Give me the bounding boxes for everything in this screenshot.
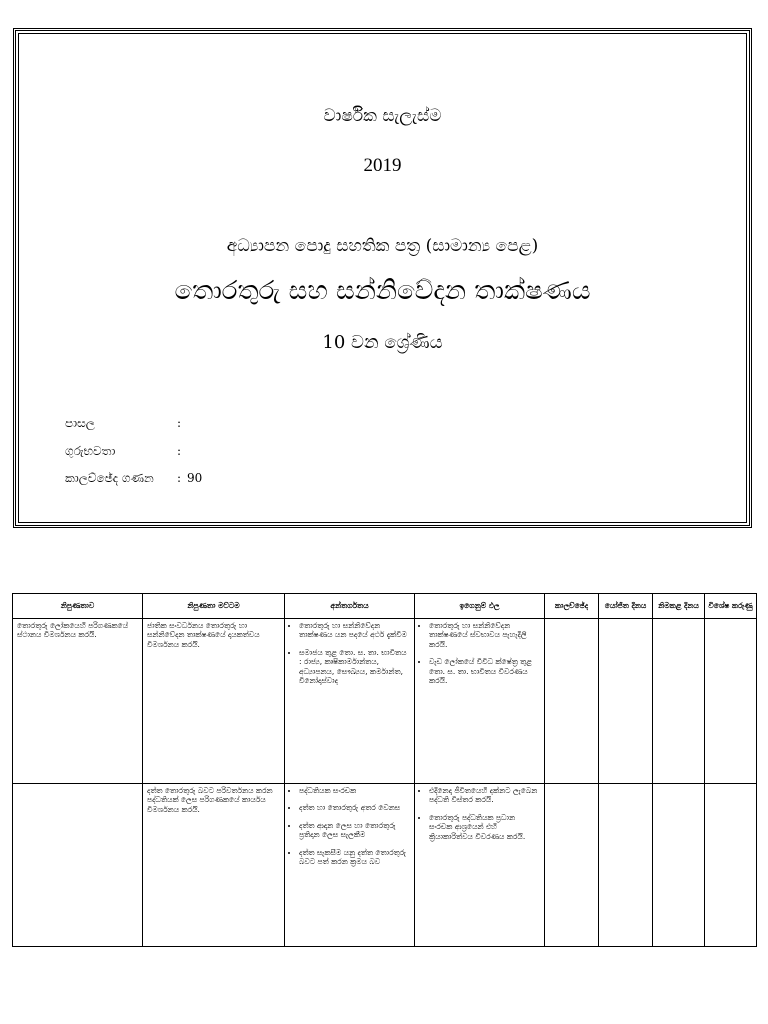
table-row: [13, 619, 757, 784]
periods-value: 90: [187, 471, 203, 485]
school-field: [65, 416, 187, 431]
header-completed-date: නිමකළ දිනය: [653, 594, 705, 619]
cell-level: දත්ත තොරතුරු බවට පරිවර්තනය කරන පද්ධතියක් ලෙස පරිගණකයේ කාර්යය විමර්ශනය කරයි.: [143, 784, 285, 947]
field-sep: :: [177, 444, 182, 458]
list-item: • එදිනෙදා ජීවිතයෙහි දක්නට ලැබෙන පද්ධති විස්තර කරයි.: [429, 786, 540, 805]
school-label: පාසල: [65, 416, 95, 430]
list-item: • සමාජය තුළ තො. ස. තා. භාවිතය : රාජ්‍ය, කෘෂිකාර්මාන්තය, අධ්‍යාපනය, සෞඛ්‍යය, කර්මාන්ත, විනෝදාස්වාද: [299, 648, 410, 686]
cell-completed-date: [653, 784, 705, 947]
certificate-title: අධ්‍යාපන පොදු සහතික පත්‍ර (සාමාන්‍ය පෙළ): [226, 236, 539, 256]
cell-content: [285, 619, 415, 784]
teacher-field: [65, 444, 187, 459]
periods-label: කාලච්ඡේද ගණන: [65, 471, 154, 485]
header-proposed-date: යෝජිත දිනය: [599, 594, 653, 619]
cell-remarks: [705, 784, 757, 947]
list-item: • වැඩ ලෝකයේ විවිධ ක්ෂේත්‍ර තුළ තො. ස. තා. භාවිතය විවරණය කරයි.: [429, 657, 540, 685]
cover-box: [13, 28, 752, 528]
list-item: • තොරතුරු හා සන්නිවේදන තාක්ෂණය යන පදයේ අර්ථ දැක්වීම: [299, 621, 410, 640]
cell-periods: [545, 619, 599, 784]
cell-completed-date: [653, 619, 705, 784]
header-outcomes: ඉගෙනුම් ඵල: [415, 594, 545, 619]
list-item: • දත්ත ආදාන ලෙස හා තොරතුරු ප්‍රතිදාන ලෙස සැලකීම: [299, 821, 410, 840]
plan-title: වාර්ෂික සැලැස්ම: [323, 106, 442, 126]
cell-outcomes: [415, 784, 545, 947]
header-remarks: විශේෂ කරුණු: [705, 594, 757, 619]
field-sep: :: [177, 471, 182, 485]
list-item: • පද්ධතියක සංරචක: [299, 786, 410, 795]
list-item: • තොරතුරු පද්ධතියක ප්‍රධාන සංරචක ආශ්‍රයෙන් එහි ක්‍රියාකාරිත්වය විවරණය කරයි.: [429, 813, 540, 841]
header-content: අන්තර්ගතය: [285, 594, 415, 619]
cell-proposed-date: [599, 619, 653, 784]
table-header-row: [13, 594, 757, 619]
header-periods: කාලච්ඡේද: [545, 594, 599, 619]
cell-content: [285, 784, 415, 947]
plan-year: 2019: [363, 155, 402, 176]
lesson-plan-table: [12, 593, 757, 947]
cell-proposed-date: [599, 784, 653, 947]
cell-competency: [13, 784, 143, 947]
teacher-label: ගුරුභවතා: [65, 444, 116, 458]
list-item: • දත්ත සැකසීම යනු දත්ත තොරතුරු බවට පත් කරන ක්‍රමය බව: [299, 848, 410, 867]
field-sep: :: [177, 416, 182, 430]
grade-label: 10 වන ශ්‍රේණිය: [322, 332, 443, 353]
cell-outcomes: [415, 619, 545, 784]
list-item: • තොරතුරු හා සන්නිවේදන තාක්ෂණයේ ස්වභාවය පැහැදිලි කරයි.: [429, 621, 540, 649]
table-row: [13, 784, 757, 947]
cell-periods: [545, 784, 599, 947]
cover-inner-border: [18, 33, 747, 523]
subject-title: තොරතුරු සහ සන්නිවේදන තාක්ෂණය: [174, 276, 591, 306]
cell-remarks: [705, 619, 757, 784]
cell-competency: තොරතුරු ලෝකයෙහි පරිගණකයේ ස්ථානය විමර්ශනය කරයි.: [13, 619, 143, 784]
cell-level: ජාතික සංවර්ධනය තොරතුරු හා සන්නිවේදන තාක්ෂණයේ දායකත්වය විමර්ශනය කරයි.: [143, 619, 285, 784]
periods-field: [65, 471, 202, 486]
header-competency: නිපුණතාව: [13, 594, 143, 619]
header-level: නිපුණතා මට්ටම: [143, 594, 285, 619]
list-item: • දත්ත හා තොරතුරු අතර වෙනස: [299, 803, 410, 812]
